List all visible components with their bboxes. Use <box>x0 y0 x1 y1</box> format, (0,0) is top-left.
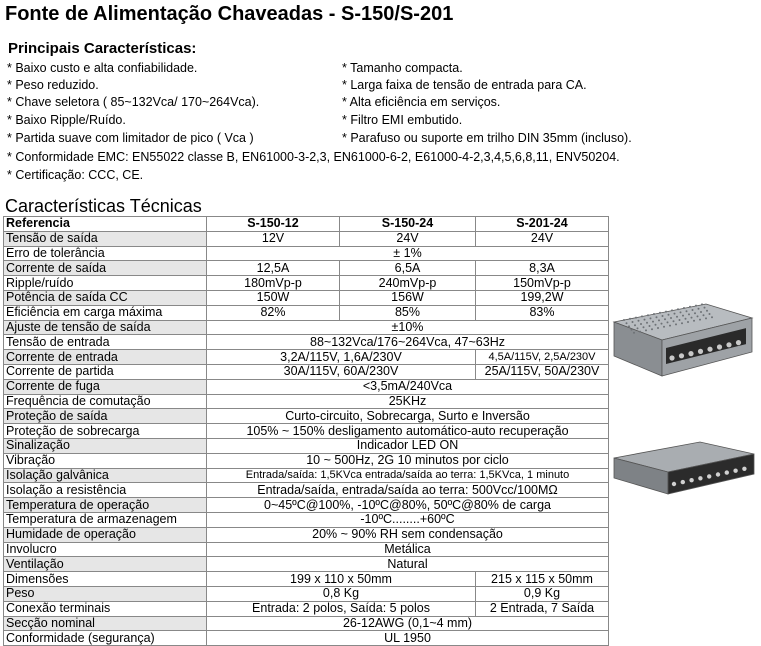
value-cell: Indicador LED ON <box>207 438 609 453</box>
table-row <box>4 542 609 557</box>
certification: * Certificação: CCC, CE. <box>7 168 144 182</box>
features-heading: Principais Características: <box>8 40 197 57</box>
header-cell: S-201-24 <box>476 217 609 232</box>
table-row <box>4 453 609 468</box>
value-cell: 30A/115V, 60A/230V <box>207 364 476 379</box>
feature-item: * Filtro EMI embutido. <box>342 113 463 127</box>
row-label: Tensão de entrada <box>4 335 207 350</box>
table-row <box>4 394 609 409</box>
row-label: Ventilação <box>4 557 207 572</box>
value-cell: 199 x 110 x 50mm <box>207 572 476 587</box>
row-label: Temperatura de operação <box>4 498 207 513</box>
table-row <box>4 631 609 646</box>
table-row <box>4 379 609 394</box>
row-label: Humidade de operação <box>4 527 207 542</box>
value-cell: 25KHz <box>207 394 609 409</box>
row-label: Eficiência em carga máxima <box>4 305 207 320</box>
table-row <box>4 246 609 261</box>
table-row <box>4 601 609 616</box>
feature-item: * Peso reduzido. <box>7 78 99 92</box>
row-label: Proteção de saída <box>4 409 207 424</box>
value-cell: 85% <box>340 305 476 320</box>
table-row <box>4 586 609 601</box>
emc-conformity: * Conformidade EMC: EN55022 classe B, EN61000-3-2,3, EN61000-6-2, E61000-4-2,3,4,5,6,8,11, ENV50204. <box>7 150 620 164</box>
value-cell: UL 1950 <box>207 631 609 646</box>
value-cell: 156W <box>340 290 476 305</box>
row-label: Conformidade (segurança) <box>4 631 207 646</box>
feature-item: * Alta eficiência em serviços. <box>342 95 501 109</box>
value-cell: 20% ~ 90% RH sem condensação <box>207 527 609 542</box>
value-cell: 24V <box>476 231 609 246</box>
row-label: Isolação a resistência <box>4 483 207 498</box>
value-cell: 83% <box>476 305 609 320</box>
value-cell: Entrada/saída, entrada/saída ao terra: 500Vcc/100MΩ <box>207 483 609 498</box>
feature-item: * Larga faixa de tensão de entrada para CA. <box>342 78 587 92</box>
row-label: Tensão de saída <box>4 231 207 246</box>
row-label: Sinalização <box>4 438 207 453</box>
value-cell: 3,2A/115V, 1,6A/230V <box>207 350 476 365</box>
table-row <box>4 276 609 291</box>
row-label: Erro de tolerância <box>4 246 207 261</box>
row-label: Frequência de comutação <box>4 394 207 409</box>
feature-item: * Baixo Ripple/Ruído. <box>7 113 126 127</box>
table-row <box>4 438 609 453</box>
row-label: Ripple/ruído <box>4 276 207 291</box>
feature-item: * Parafuso ou suporte em trilho DIN 35mm (incluso). <box>342 131 632 145</box>
value-cell: 10 ~ 500Hz, 2G 10 minutos por ciclo <box>207 453 609 468</box>
table-row <box>4 320 609 335</box>
row-label: Isolação galvânica <box>4 468 207 483</box>
value-cell: 240mVp-p <box>340 276 476 291</box>
feature-item: * Baixo custo e alta confiabilidade. <box>7 61 198 75</box>
value-cell: 0,8 Kg <box>207 586 476 601</box>
table-row <box>4 512 609 527</box>
value-cell: <3,5mA/240Vca <box>207 379 609 394</box>
row-label: Peso <box>4 586 207 601</box>
header-cell: S-150-24 <box>340 217 476 232</box>
row-label: Temperatura de armazenagem <box>4 512 207 527</box>
table-row <box>4 527 609 542</box>
value-cell: Natural <box>207 557 609 572</box>
value-cell: 0~45ºC@100%, -10ºC@80%, 50ºC@80% de carga <box>207 498 609 513</box>
table-row <box>4 483 609 498</box>
table-row <box>4 261 609 276</box>
table-row <box>4 290 609 305</box>
row-label: Proteção de sobrecarga <box>4 424 207 439</box>
row-label: Corrente de partida <box>4 364 207 379</box>
value-cell: 26-12AWG (0,1~4 mm) <box>207 616 609 631</box>
power-supply-photo-top <box>610 300 756 382</box>
value-cell: 199,2W <box>476 290 609 305</box>
document-title: Fonte de Alimentação Chaveadas - S-150/S-201 <box>5 3 454 25</box>
header-cell: Referencia <box>4 217 207 232</box>
value-cell: 8,3A <box>476 261 609 276</box>
value-cell: -10ºC........+60ºC <box>207 512 609 527</box>
value-cell: 25A/115V, 50A/230V <box>476 364 609 379</box>
table-header-row <box>4 217 609 232</box>
value-cell: 82% <box>207 305 340 320</box>
value-cell: 2 Entrada, 7 Saída <box>476 601 609 616</box>
table-row <box>4 468 609 483</box>
table-row <box>4 231 609 246</box>
table-row <box>4 350 609 365</box>
value-cell: 24V <box>340 231 476 246</box>
row-label: Corrente de fuga <box>4 379 207 394</box>
value-cell: 12,5A <box>207 261 340 276</box>
feature-item: * Chave seletora ( 85~132Vca/ 170~264Vca). <box>7 95 260 109</box>
value-cell: Metálica <box>207 542 609 557</box>
table-row <box>4 364 609 379</box>
row-label: Vibração <box>4 453 207 468</box>
feature-item: * Tamanho compacta. <box>342 61 463 75</box>
row-label: Conexão terminais <box>4 601 207 616</box>
table-row <box>4 572 609 587</box>
value-cell: 150mVp-p <box>476 276 609 291</box>
value-cell: 88~132Vca/176~264Vca, 47~63Hz <box>207 335 609 350</box>
value-cell: 150W <box>207 290 340 305</box>
value-cell: ± 1% <box>207 246 609 261</box>
row-label: Corrente de saída <box>4 261 207 276</box>
value-cell: 6,5A <box>340 261 476 276</box>
table-row <box>4 305 609 320</box>
specs-table <box>3 216 609 646</box>
value-cell: 12V <box>207 231 340 246</box>
table-row <box>4 557 609 572</box>
value-cell: 4,5A/115V, 2,5A/230V <box>476 350 609 365</box>
table-row <box>4 616 609 631</box>
value-cell: 180mVp-p <box>207 276 340 291</box>
header-cell: S-150-12 <box>207 217 340 232</box>
table-row <box>4 335 609 350</box>
value-cell: Entrada: 2 polos, Saída: 5 polos <box>207 601 476 616</box>
row-label: Ajuste de tensão de saída <box>4 320 207 335</box>
row-label: Corrente de entrada <box>4 350 207 365</box>
specs-heading: Características Técnicas <box>5 196 202 216</box>
row-label: Potência de saída CC <box>4 290 207 305</box>
value-cell: 215 x 115 x 50mm <box>476 572 609 587</box>
table-row <box>4 409 609 424</box>
table-row <box>4 498 609 513</box>
row-label: Involucro <box>4 542 207 557</box>
power-supply-photo-bottom <box>612 438 756 498</box>
value-cell: 105% ~ 150% desligamento automático-auto recuperação <box>207 424 609 439</box>
table-row <box>4 424 609 439</box>
value-cell: Curto-circuito, Sobrecarga, Surto e Inversão <box>207 409 609 424</box>
value-cell: 0,9 Kg <box>476 586 609 601</box>
row-label: Dimensões <box>4 572 207 587</box>
value-cell: Entrada/saída: 1,5KVca entrada/saída ao terra: 1,5KVca, 1 minuto <box>207 468 609 483</box>
row-label: Secção nominal <box>4 616 207 631</box>
feature-item: * Partida suave com limitador de pico ( Vca ) <box>7 131 254 145</box>
value-cell: ±10% <box>207 320 609 335</box>
